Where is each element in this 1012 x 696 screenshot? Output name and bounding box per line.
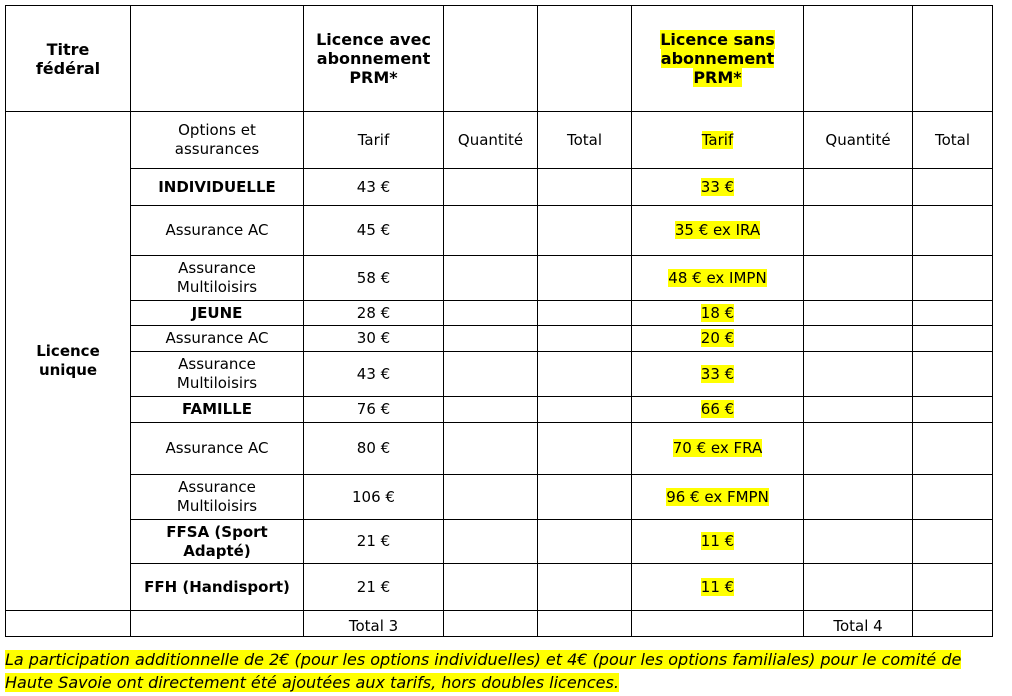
row-total-sans (913, 301, 993, 326)
row-quantite-sans (804, 564, 913, 611)
row-total-sans (913, 169, 993, 206)
row-tarif-sans: 96 € ex FMPN (632, 475, 804, 520)
row-tarif-avec: 106 € (304, 475, 444, 520)
table-row (6, 326, 993, 352)
header-empty (538, 6, 632, 112)
header-licence-avec: Licence avec abonnement PRM* (304, 6, 444, 112)
row-tarif-avec: 80 € (304, 423, 444, 475)
subheader-tarif-avec: Tarif (304, 112, 444, 169)
row-total-avec (538, 352, 632, 397)
header-empty (804, 6, 913, 112)
table-row (6, 352, 993, 397)
subheader-tarif-sans: Tarif (632, 112, 804, 169)
totals-empty (632, 611, 804, 637)
table-row (6, 564, 993, 611)
row-tarif-sans: 33 € (632, 352, 804, 397)
row-quantite-sans (804, 326, 913, 352)
row-total-sans (913, 475, 993, 520)
row-label: Assurance AC (131, 423, 304, 475)
totals-empty (6, 611, 131, 637)
row-total-avec (538, 326, 632, 352)
row-total-avec (538, 520, 632, 564)
row-label: FAMILLE (131, 397, 304, 423)
row-quantite-sans (804, 206, 913, 256)
row-tarif-avec: 21 € (304, 520, 444, 564)
row-quantite-sans (804, 397, 913, 423)
row-total-avec (538, 475, 632, 520)
row-total-avec (538, 206, 632, 256)
row-quantite-avec (444, 352, 538, 397)
header-titre-federal: Titre fédéral (6, 6, 131, 112)
row-tarif-avec: 43 € (304, 352, 444, 397)
totals-empty (444, 611, 538, 637)
subheader-quantite-avec: Quantité (444, 112, 538, 169)
row-label: JEUNE (131, 301, 304, 326)
row-label: INDIVIDUELLE (131, 169, 304, 206)
row-quantite-sans (804, 475, 913, 520)
row-tarif-avec: 45 € (304, 206, 444, 256)
row-quantite-sans (804, 423, 913, 475)
row-tarif-avec: 58 € (304, 256, 444, 301)
row-tarif-sans: 70 € ex FRA (632, 423, 804, 475)
header-empty (444, 6, 538, 112)
row-quantite-avec (444, 326, 538, 352)
header-row (6, 6, 993, 112)
row-total-sans (913, 256, 993, 301)
row-total-sans (913, 206, 993, 256)
row-quantite-sans (804, 352, 913, 397)
row-quantite-avec (444, 520, 538, 564)
table-row (6, 301, 993, 326)
row-quantite-sans (804, 520, 913, 564)
row-total-avec (538, 169, 632, 206)
row-quantite-sans (804, 256, 913, 301)
totals-empty (131, 611, 304, 637)
row-quantite-avec (444, 256, 538, 301)
row-quantite-sans (804, 169, 913, 206)
row-label: Assurance Multiloisirs (131, 475, 304, 520)
header-licence-sans: Licence sans abonnement PRM* (632, 6, 804, 112)
row-total-avec (538, 564, 632, 611)
row-label: Assurance AC (131, 326, 304, 352)
footnote: La participation additionnelle de 2€ (pour les options individuelles) et 4€ (pour les options familiales) pour le comité de Haute Savoie ont directement été ajoutées aux tarifs, hors doubles licences. (5, 650, 962, 692)
row-total-sans (913, 397, 993, 423)
row-total-avec (538, 423, 632, 475)
row-quantite-avec (444, 206, 538, 256)
row-label: FFH (Handisport) (131, 564, 304, 611)
row-total-avec (538, 256, 632, 301)
group-licence-unique: Licence unique (6, 112, 131, 611)
row-tarif-avec: 76 € (304, 397, 444, 423)
header-empty (131, 6, 304, 112)
row-tarif-avec: 30 € (304, 326, 444, 352)
row-tarif-sans: 20 € (632, 326, 804, 352)
table-row (6, 256, 993, 301)
table-row (6, 206, 993, 256)
row-total-avec (538, 397, 632, 423)
row-label: FFSA (Sport Adapté) (131, 520, 304, 564)
table-row (6, 475, 993, 520)
subheader-row (6, 112, 993, 169)
subheader-total-sans: Total (913, 112, 993, 169)
row-quantite-avec (444, 475, 538, 520)
total-4: Total 4 (804, 611, 913, 637)
subheader-options: Options et assurances (131, 112, 304, 169)
row-tarif-sans: 18 € (632, 301, 804, 326)
tarif-table (5, 5, 993, 637)
row-tarif-sans: 33 € (632, 169, 804, 206)
row-quantite-avec (444, 169, 538, 206)
row-label: Assurance Multiloisirs (131, 256, 304, 301)
row-tarif-avec: 43 € (304, 169, 444, 206)
row-label: Assurance Multiloisirs (131, 352, 304, 397)
row-total-sans (913, 352, 993, 397)
row-tarif-avec: 21 € (304, 564, 444, 611)
row-label: Assurance AC (131, 206, 304, 256)
row-tarif-sans: 48 € ex IMPN (632, 256, 804, 301)
row-quantite-avec (444, 301, 538, 326)
row-tarif-sans: 11 € (632, 520, 804, 564)
table-row (6, 397, 993, 423)
row-tarif-sans: 11 € (632, 564, 804, 611)
row-total-sans (913, 423, 993, 475)
table-row (6, 423, 993, 475)
totals-empty (913, 611, 993, 637)
total-3: Total 3 (304, 611, 444, 637)
header-empty (913, 6, 993, 112)
row-tarif-avec: 28 € (304, 301, 444, 326)
row-tarif-sans: 66 € (632, 397, 804, 423)
row-quantite-sans (804, 301, 913, 326)
row-quantite-avec (444, 423, 538, 475)
totals-empty (538, 611, 632, 637)
row-total-sans (913, 564, 993, 611)
row-total-sans (913, 326, 993, 352)
totals-row (6, 611, 993, 637)
table-row (6, 520, 993, 564)
row-total-sans (913, 520, 993, 564)
row-total-avec (538, 301, 632, 326)
subheader-total-avec: Total (538, 112, 632, 169)
table-row (6, 169, 993, 206)
subheader-quantite-sans: Quantité (804, 112, 913, 169)
row-quantite-avec (444, 564, 538, 611)
row-tarif-sans: 35 € ex IRA (632, 206, 804, 256)
row-quantite-avec (444, 397, 538, 423)
